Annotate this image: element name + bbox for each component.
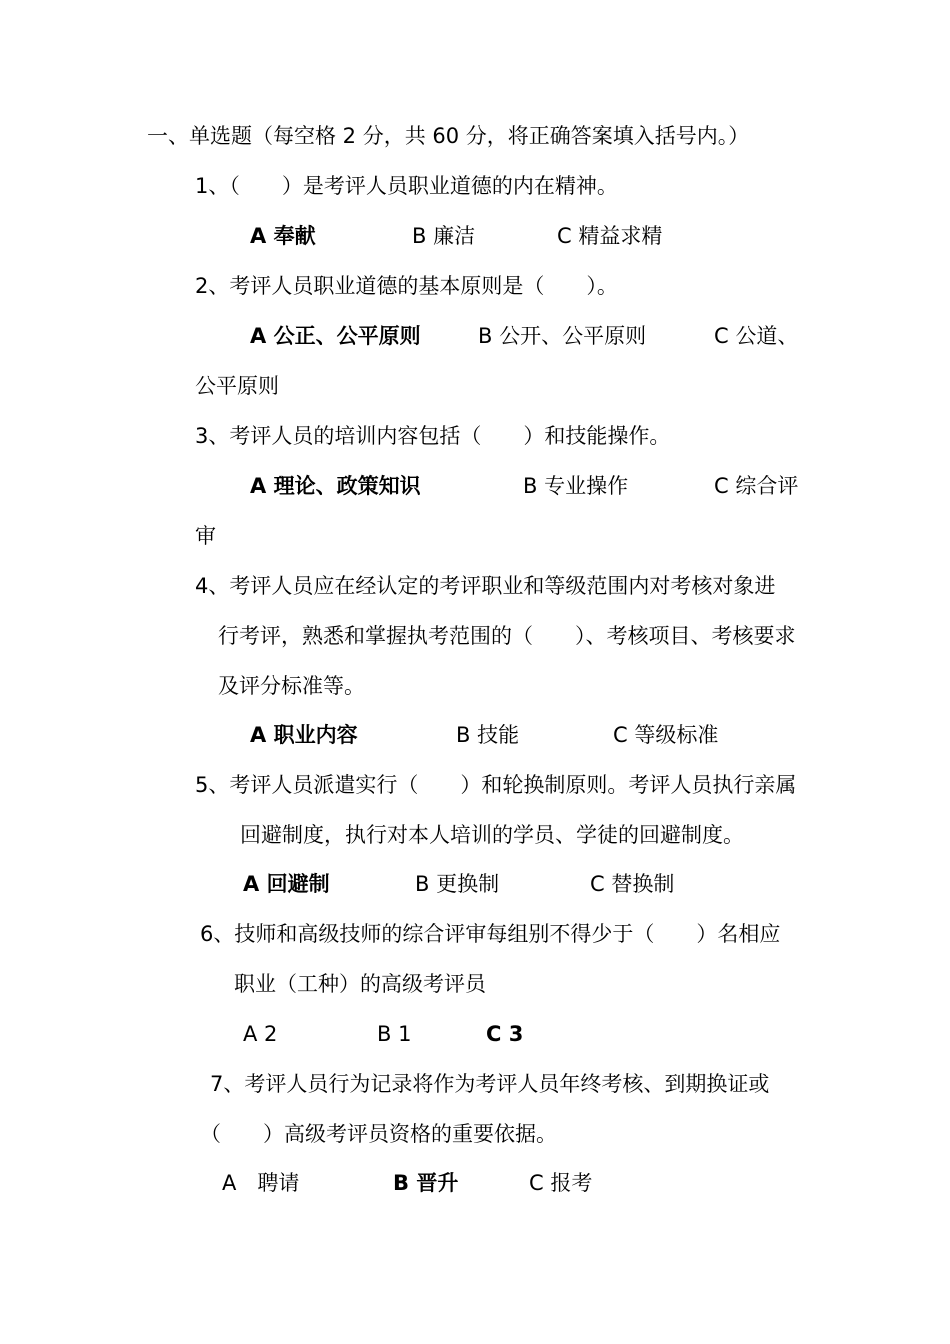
question-5-option-b: B 更换制 [415, 872, 500, 896]
question-4-stem-line-1: 4、考评人员应在经认定的考评职业和等级范围内对考核对象进 [195, 574, 776, 598]
question-6-stem-line-2: 职业（工种）的高级考评员 [234, 972, 486, 996]
question-2-option-c: C 公道、 [714, 324, 799, 348]
question-5-stem-line-1: 5、考评人员派遣实行（ ）和轮换制原则。考评人员执行亲属 [195, 773, 797, 797]
question-3-option-b: B 专业操作 [523, 474, 629, 498]
question-3-stem: 3、考评人员的培训内容包括（ ）和技能操作。 [195, 424, 671, 448]
question-6-stem-line-1: 6、技师和高级技师的综合评审每组别不得少于（ ）名相应 [200, 922, 781, 946]
question-5-stem-line-2: 回避制度，执行对本人培训的学员、学徒的回避制度。 [240, 823, 744, 847]
question-5-option-c: C 替换制 [590, 872, 675, 896]
section-heading: 一、单选题（每空格 2 分，共 60 分，将正确答案填入括号内。） [147, 124, 750, 148]
question-3-option-a: A 理论、政策知识 [250, 474, 421, 498]
question-1-option-c: C 精益求精 [557, 224, 663, 248]
question-4-stem-line-2: 行考评，熟悉和掌握执考范围的（ ）、考核项目、考核要求 [218, 624, 796, 648]
question-6-option-b: B 1 [377, 1022, 412, 1046]
question-5-option-a: A 回避制 [243, 872, 330, 896]
question-1-option-a: A 奉献 [250, 224, 316, 248]
question-2-option-c-continued: 公平原则 [195, 374, 279, 398]
question-7-stem-line-2: （ ）高级考评员资格的重要依据。 [200, 1122, 557, 1146]
question-2-option-b: B 公开、公平原则 [478, 324, 647, 348]
question-3-option-c: C 综合评 [714, 474, 799, 498]
question-4-option-a: A 职业内容 [250, 723, 358, 747]
question-7-option-c: C 报考 [529, 1171, 593, 1195]
question-1-option-b: B 廉洁 [412, 224, 476, 248]
question-2-option-a: A 公正、公平原则 [250, 324, 421, 348]
question-2-stem: 2、考评人员职业道德的基本原则是（ ）。 [195, 274, 618, 298]
question-1-stem: 1、（ ）是考评人员职业道德的内在精神。 [195, 174, 618, 198]
question-7-option-b: B 晋升 [393, 1171, 459, 1195]
question-3-option-c-continued: 审 [195, 524, 216, 548]
question-4-option-c: C 等级标准 [613, 723, 719, 747]
question-7-stem-line-1: 7、考评人员行为记录将作为考评人员年终考核、到期换证或 [210, 1072, 770, 1096]
question-6-option-c: C 3 [486, 1022, 524, 1046]
question-4-option-b: B 技能 [456, 723, 520, 747]
question-7-option-a: A 聘请 [222, 1171, 300, 1195]
question-4-stem-line-3: 及评分标准等。 [218, 674, 365, 698]
question-6-option-a: A 2 [243, 1022, 278, 1046]
